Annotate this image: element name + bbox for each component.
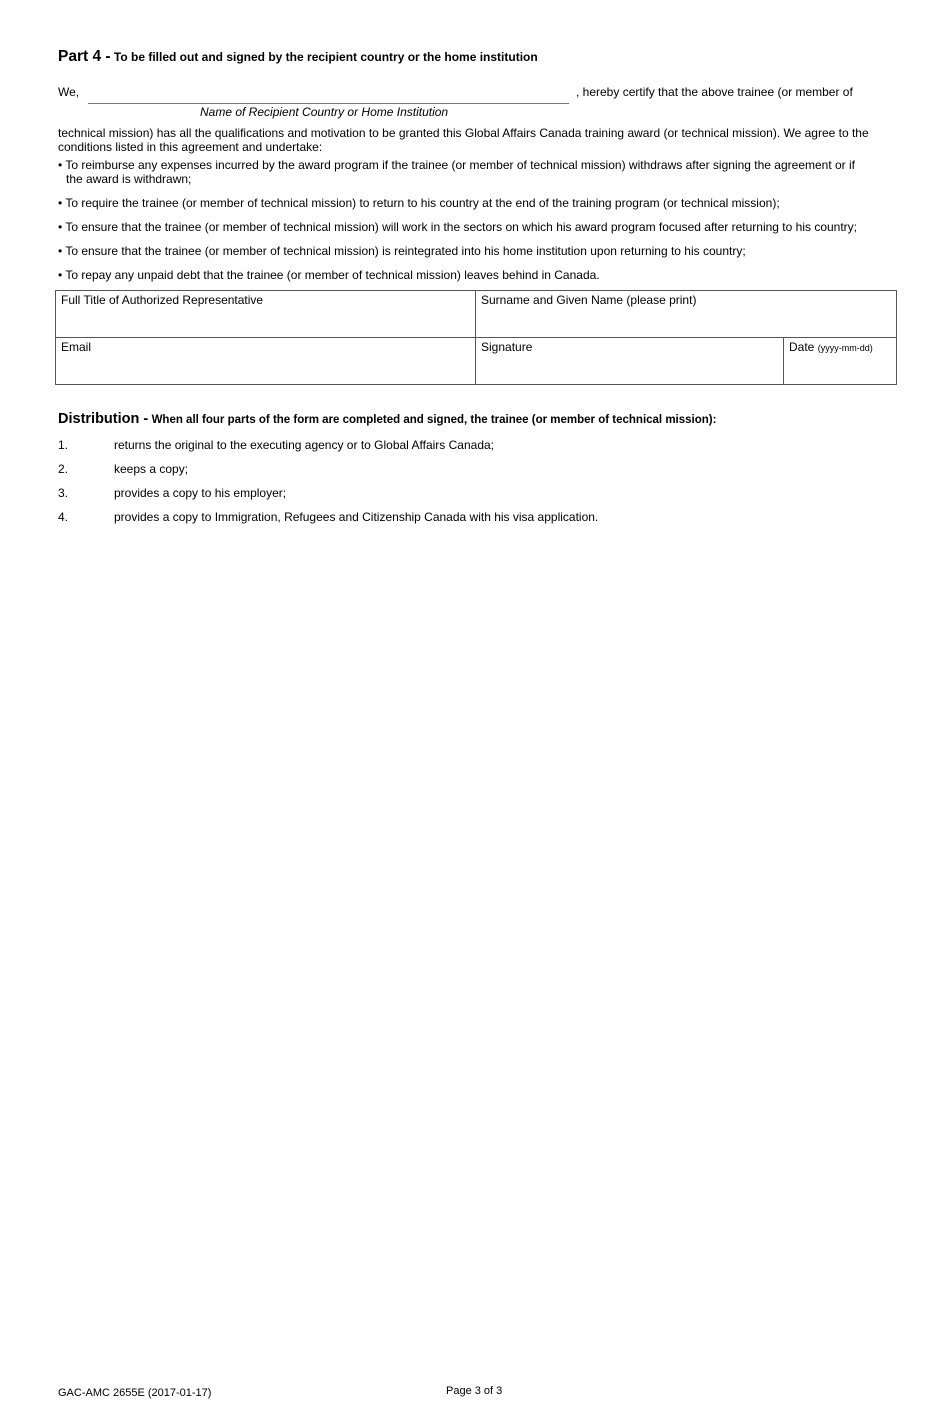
- bullet-line: • To ensure that the trainee (or member of technical mission) will work in the sectors on which his award program focused after returning to his country;: [58, 220, 858, 234]
- signature-field[interactable]: [481, 354, 778, 372]
- part4-heading: [58, 48, 538, 66]
- list-item: returns the original to the executing agency or to Global Affairs Canada;: [114, 438, 495, 452]
- list-item: [58, 268, 898, 282]
- certify-text: , hereby certify that the above trainee (or member of: [576, 85, 853, 99]
- list-item: [58, 196, 898, 210]
- list-item-number: 4.: [58, 510, 69, 524]
- distribution-heading-title: Distribution -: [58, 411, 149, 427]
- recipient-name-caption: Name of Recipient Country or Home Institution: [200, 105, 449, 119]
- page-number: Page 3 of 3: [446, 1385, 503, 1397]
- date-label-group: [789, 340, 891, 354]
- list-item-number: 2.: [58, 462, 69, 476]
- bullet-line: • To require the trainee (or member of technical mission) to return to his country at the end of the training program (or technical mission);: [58, 196, 780, 210]
- surname-cell: [476, 291, 897, 338]
- date-cell: [784, 338, 897, 385]
- full-title-label: Full Title of Authorized Representative: [61, 293, 264, 307]
- list-item: [58, 220, 898, 234]
- list-item: [58, 244, 898, 258]
- full-title-field[interactable]: [61, 307, 470, 325]
- recipient-name-underline: [88, 103, 569, 104]
- undertaking-paragraph: technical mission) has all the qualifications and motivation to be granted this Global Affairs Canada training award (or technical mission). We agree to the conditions listed in this agreement and undertake:: [58, 126, 869, 154]
- distribution-heading: [58, 411, 716, 427]
- we-label: We,: [58, 85, 80, 99]
- email-field[interactable]: [61, 354, 470, 372]
- bullet-line: • To ensure that the trainee (or member of technical mission) is reintegrated into his home institution upon returning to his country;: [58, 244, 746, 258]
- full-title-cell: [56, 291, 476, 338]
- part4-heading-subtitle: To be filled out and signed by the recipient country or the home institution: [113, 50, 538, 64]
- recipient-name-field[interactable]: [88, 82, 569, 102]
- surname-field[interactable]: [481, 307, 891, 325]
- list-item: provides a copy to Immigration, Refugees and Citizenship Canada with his visa application.: [114, 510, 599, 524]
- date-label: Date: [789, 340, 815, 354]
- bullet-line: • To repay any unpaid debt that the trainee (or member of technical mission) leaves behind in Canada.: [58, 268, 600, 282]
- date-format-hint: (yyyy-mm-dd): [817, 343, 873, 353]
- list-item-number: 3.: [58, 486, 69, 500]
- part4-heading-title: Part 4 -: [58, 48, 111, 65]
- distribution-heading-subtitle: When all four parts of the form are completed and signed, the trainee (or member of technical mission):: [151, 414, 717, 426]
- list-item: [58, 158, 898, 186]
- email-label: Email: [61, 340, 92, 354]
- form-id: GAC-AMC 2655E (2017-01-17): [58, 1387, 212, 1399]
- signature-cell: [476, 338, 784, 385]
- signature-table: [55, 290, 897, 385]
- bullet-continuation: the award is withdrawn;: [66, 172, 192, 186]
- email-cell: [56, 338, 476, 385]
- signature-label: Signature: [481, 340, 533, 354]
- date-field[interactable]: [789, 354, 891, 372]
- bullet-line: • To reimburse any expenses incurred by the award program if the trainee (or member of technical mission) withdraws after signing the agreement or if: [58, 158, 856, 172]
- list-item-number: 1.: [58, 438, 69, 452]
- list-item: keeps a copy;: [114, 462, 189, 476]
- list-item: provides a copy to his employer;: [114, 486, 287, 500]
- surname-label: Surname and Given Name (please print): [481, 293, 697, 307]
